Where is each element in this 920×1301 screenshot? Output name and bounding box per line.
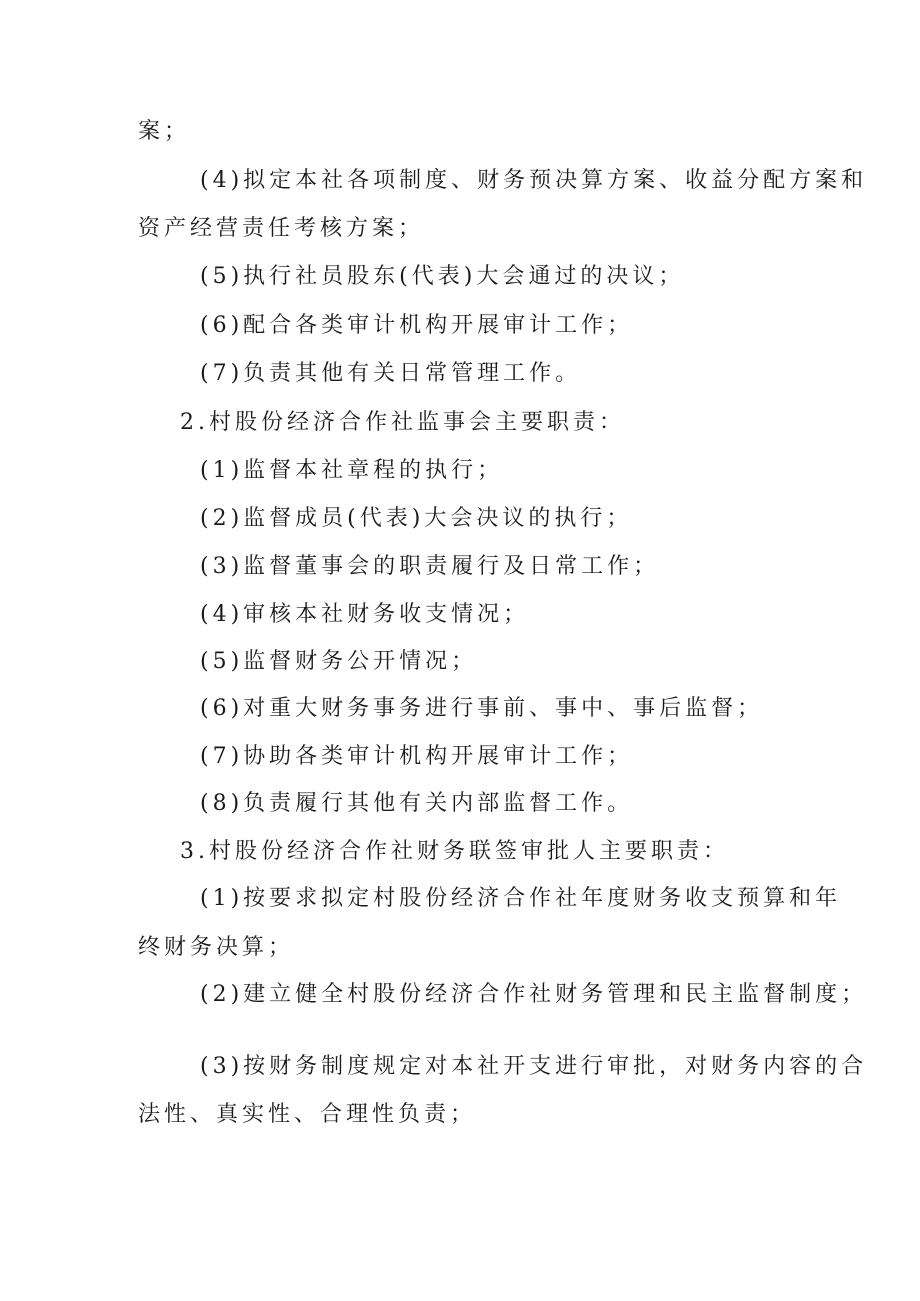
text-line: (7)协助各类审计机构开展审计工作； [200, 744, 634, 769]
text-line: (3)按财务制度规定对本社开支进行审批，对财务内容的合 [200, 1054, 868, 1079]
section-heading: 2.村股份经济合作社监事会主要职责： [180, 410, 625, 435]
text-line: (4)审核本社财务收支情况； [200, 602, 530, 627]
text-line: (4)拟定本社各项制度、财务预决算方案、收益分配方案和 [200, 168, 868, 193]
text-line: (7)负责其他有关日常管理工作。 [200, 361, 582, 386]
text-line: (2)建立健全村股份经济合作社财务管理和民主监督制度； [200, 982, 868, 1007]
text-line: 法性、真实性、合理性负责； [138, 1102, 477, 1127]
text-line: (1)按要求拟定村股份经济合作社年度财务收支预算和年 [200, 886, 842, 911]
section-heading: 3.村股份经济合作社财务联签审批人主要职责： [180, 839, 729, 864]
text-line: (5)执行社员股东(代表)大会通过的决议； [200, 264, 685, 289]
text-line: (8)负责履行其他有关内部监督工作。 [200, 791, 634, 816]
text-line: 案； [138, 119, 191, 144]
text-line: (6)配合各类审计机构开展审计工作； [200, 313, 634, 338]
text-line: 资产经营责任考核方案； [138, 216, 425, 241]
text-line: (6)对重大财务事务进行事前、事中、事后监督； [200, 696, 764, 721]
text-line: (2)监督成员(代表)大会决议的执行； [200, 506, 633, 531]
text-line: 终财务决算； [138, 935, 295, 960]
text-line: (5)监督财务公开情况； [200, 649, 478, 674]
text-line: (3)监督董事会的职责履行及日常工作； [200, 554, 660, 579]
text-line: (1)监督本社章程的执行； [200, 458, 504, 483]
